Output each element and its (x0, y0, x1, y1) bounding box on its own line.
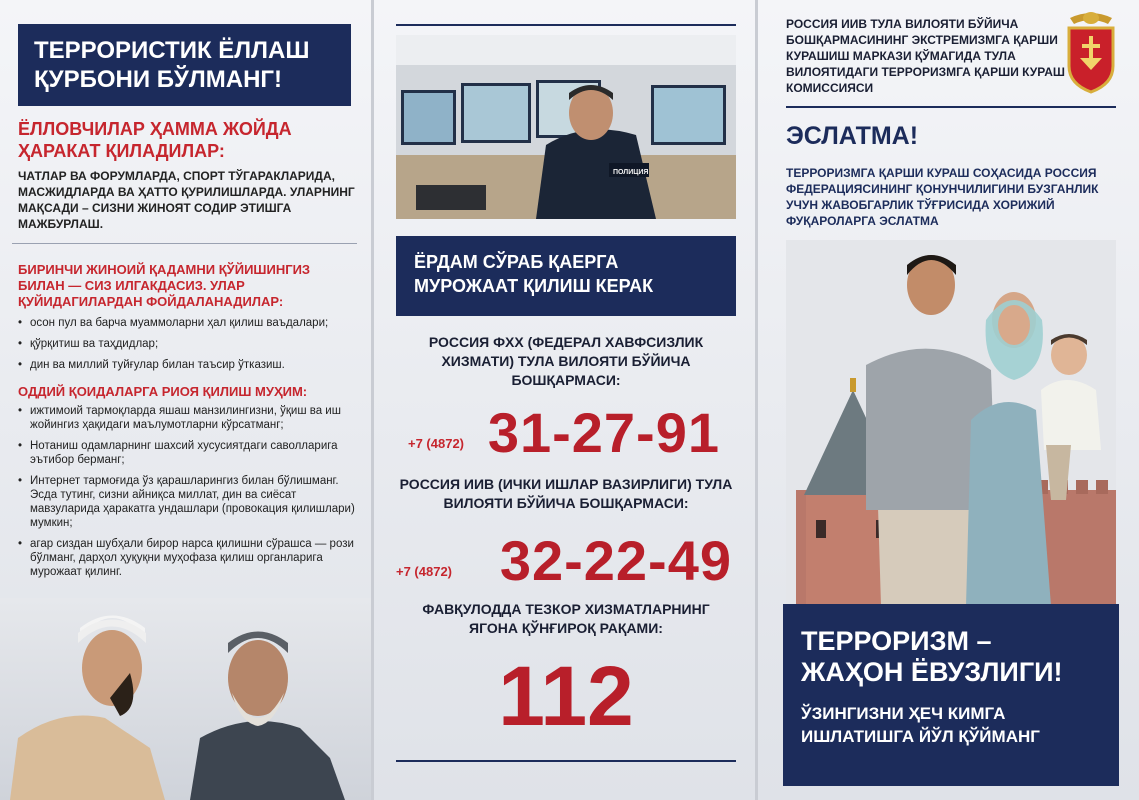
family-photo (786, 240, 1116, 606)
list-item: • осон пул ва барча муаммоларни ҳал қилиш ваъдалари; (18, 316, 358, 330)
section-title-tactics: БИРИНЧИ ЖИНОИЙ ҚАДАМНИ ҚЎЙИШИНГИЗ БИЛАН — СИЗ ИЛГАКДАСИЗ. УЛАР ҚУЙИДАГИЛАРДАН ФОЙДАЛАНАДИЛАР: (18, 262, 311, 309)
left-title: ТЕРРОРИСТИК ЁЛЛАШ ҚУРБОНИ БЎЛМАНГ! (18, 24, 351, 106)
rules-list (18, 404, 358, 586)
list-item: • Интернет тармоғида ўз қарашларингиз билан бўлишманг. Эсда тутинг, сизни айниқса миллат, дин ва сиёсат мавзуларида ҳаракатга ундашлари (провокация қилишлари) мумкин; (18, 474, 358, 530)
reminder-text: ТЕРРОРИЗМГА ҚАРШИ КУРАШ СОҲАСИДА РОССИЯ ФЕДЕРАЦИЯСИНИНГ ҚОНУНЧИЛИГИНИ БУЗГАНЛИК УЧУН ЖАВОБГАРЛИК ТЎҒРИСИДА ХОРИЖИЙ ФУҚАРОЛАРГА ЭСЛАТМА (786, 166, 1099, 228)
left-paragraph: ЧАТЛАР ВА ФОРУМЛАРДА, СПОРТ ТЎГАРАКЛАРИДА, МАСЖИДЛАРДА ВА ҲАТТО ҚУРИЛИШЛАРДА. УЛАРНИНГ МАҚСАДИ – СИЗНИ ЖИНОЯТ СОДИР ЭТИШГА МАЖБУРЛАШ. (18, 169, 355, 231)
coat-of-arms-icon (1060, 6, 1122, 98)
men-photo (0, 598, 371, 800)
bottom-rule (396, 760, 736, 762)
fold-line-2 (755, 0, 758, 800)
slogan-box (783, 604, 1119, 786)
list-item: • дин ва миллий туйғулар билан таъсир ўтказиш. (18, 358, 358, 372)
issuer-org: РОССИЯ ИИВ ТУЛА ВИЛОЯТИ БЎЙИЧА БОШҚАРМАСИНИНГ ЭКСТРЕМИЗМГА ҚАРШИ КУРАШИШ МАРКАЗИ ҚЎМАГИДА ТУЛА ВИЛОЯТИДАГИ ТЕРРОРИЗМГА ҚАРШИ КУРАШ КОМИССИЯСИ (786, 17, 1065, 95)
mvd-org-name: РОССИЯ ИИВ (ИЧКИ ИШЛАР ВАЗИРЛИГИ) ТУЛА ВИЛОЯТИ БЎЙИЧА БОШҚАРМАСИ: (399, 476, 733, 511)
section-title-rules: ОДДИЙ ҚОИДАЛАРГА РИОЯ ҚИЛИШ МУҲИМ: (18, 384, 308, 399)
help-title: ЁРДАМ СЎРАБ ҚАЕРГА МУРОЖААТ ҚИЛИШ КЕРАК (396, 236, 736, 316)
phone-number: 31-27-91 (487, 401, 720, 464)
fold-line-1 (371, 0, 374, 800)
list-item: • ижтимоий тармоқларда яшаш манзилингизни, ўқиш ва иш жойингиз ҳақидаги маълумотларни кўрсатманг; (18, 404, 358, 432)
list-item: • қўрқитиш ва таҳдидлар; (18, 337, 358, 351)
left-subtitle: ЁЛЛОВЧИЛАР ҲАММА ЖОЙДА ҲАРАКАТ ҚИЛАДИЛАР: (18, 119, 292, 161)
mvd-phone[interactable] (396, 523, 736, 593)
tactics-list (18, 316, 358, 379)
police-operator-photo (396, 35, 736, 219)
list-item: • агар сиздан шубҳали бирор нарса қилишни сўрашса — рози бўлманг, дарҳол ҳуқуқни муҳофаза қилиш органларига мурожаат қилинг. (18, 537, 358, 579)
top-rule (396, 24, 736, 26)
fsb-phone[interactable] (396, 395, 736, 465)
phone-area-code: +7 (4872) (408, 436, 465, 451)
fsb-org-name: РОССИЯ ФХХ (ФЕДЕРАЛ ХАВФСИЗЛИК ХИЗМАТИ) ТУЛА ВИЛОЯТИ БЎЙИЧА БОШҚАРМАСИ: (428, 334, 704, 388)
emergency-number[interactable]: 112 (498, 649, 634, 743)
phone-area-code: +7 (4872) (396, 564, 453, 579)
emergency-label: ФАВҚУЛОДДА ТЕЗКОР ХИЗМАТЛАРНИНГ ЯГОНА ҚЎНҒИРОҚ РАҚАМИ: (422, 601, 710, 636)
slogan-main: ТЕРРОРИЗМ – ЖАҲОН ЁВУЗЛИГИ! (801, 626, 1063, 687)
police-patch-text: ПОЛИЦИЯ (613, 169, 649, 176)
phone-number: 32-22-49 (499, 529, 732, 592)
divider (12, 243, 357, 244)
list-item: • Нотаниш одамларнинг шахсий хусусиятдаги саволларига эътибор берманг; (18, 439, 358, 467)
header-rule (786, 106, 1116, 108)
reminder-title: ЭСЛАТМА! (786, 122, 919, 150)
slogan-sub: ЎЗИНГИЗНИ ҲЕЧ КИМГА ИШЛАТИШГА ЙЎЛ ҚЎЙМАНГ (801, 704, 1040, 746)
